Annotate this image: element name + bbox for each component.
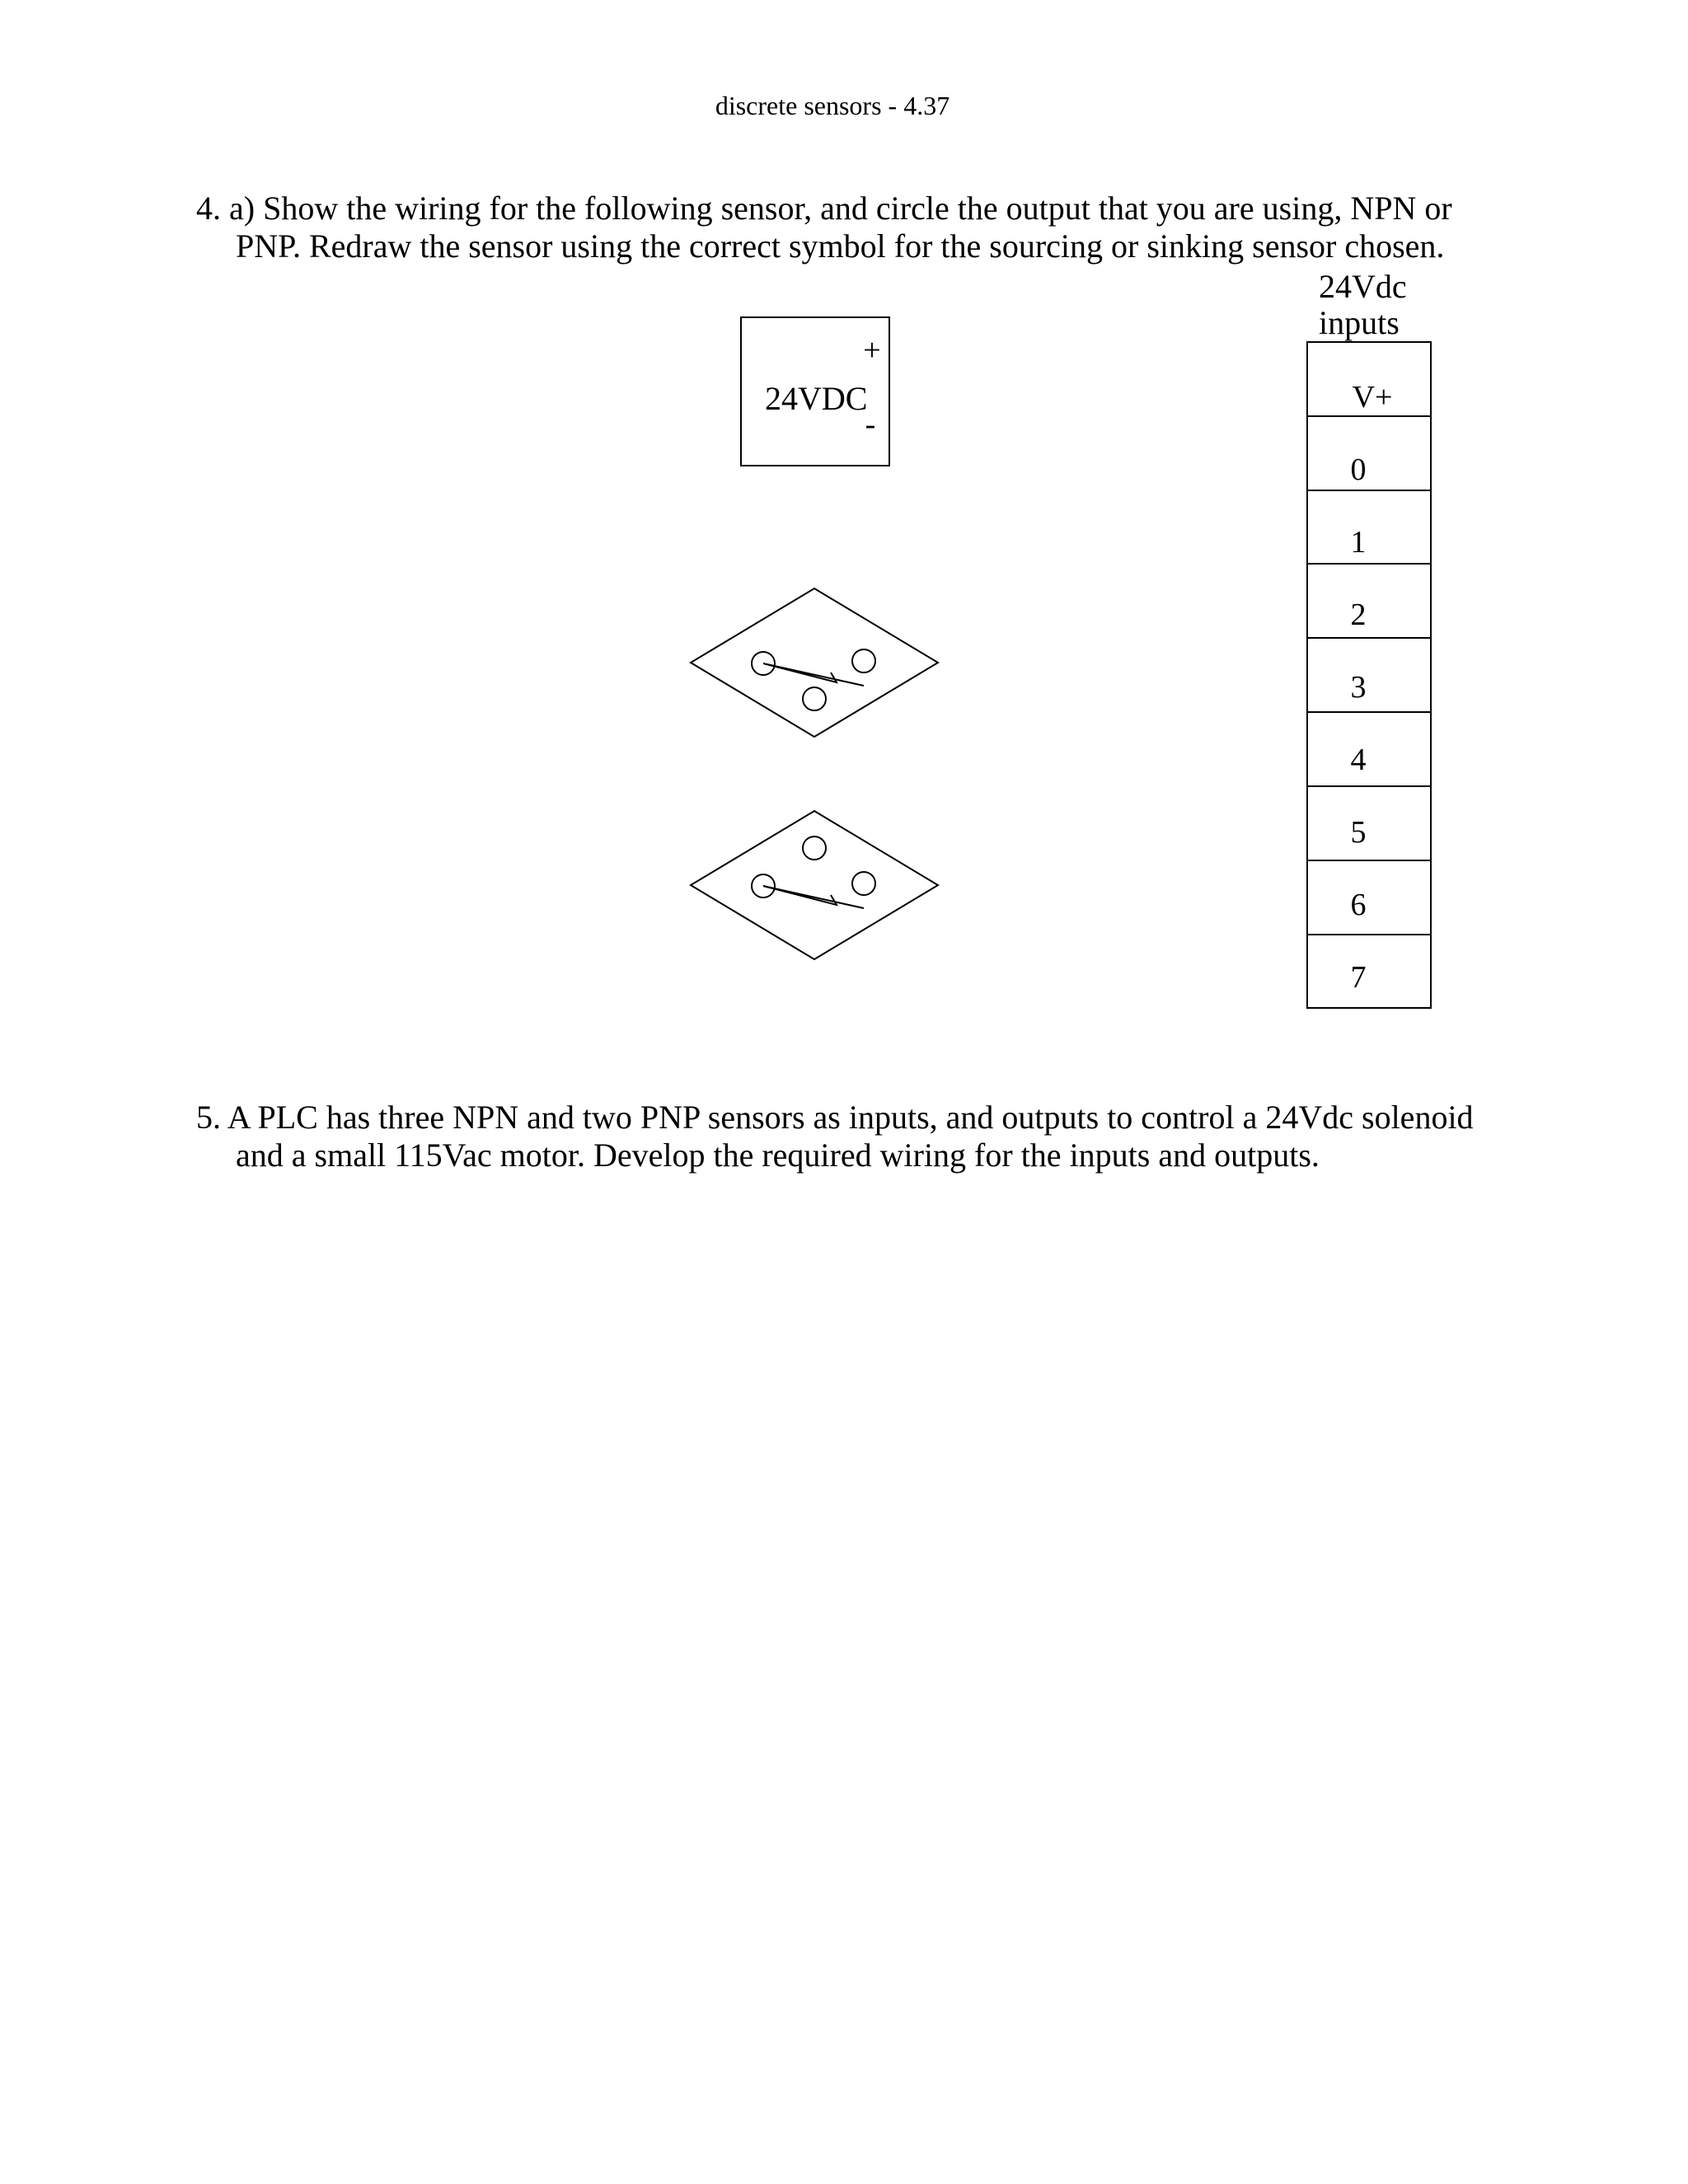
running-title: discrete sensors - 4.37 — [715, 91, 950, 120]
terminal-1: 1 — [1350, 525, 1367, 560]
power-supply-label: 24VDC — [765, 380, 868, 417]
terminal-6: 6 — [1350, 888, 1367, 922]
terminal-0: 0 — [1350, 452, 1367, 487]
question-5 — [196, 1099, 1548, 1174]
input-card-frame — [1307, 342, 1431, 1008]
question-4-line-2: PNP. Redraw the sensor using the correct symbol for the sourcing or sinking sensor chosen. — [236, 227, 1445, 265]
terminal-v-plus: V+ — [1352, 380, 1393, 415]
sensor-switch-arm — [763, 886, 864, 908]
terminal-2: 2 — [1350, 598, 1367, 632]
input-card-title-line-1: 24Vdc — [1319, 268, 1407, 305]
sensor-body — [691, 588, 938, 737]
power-supply-plus-terminal: + — [863, 333, 881, 368]
input-card — [1307, 268, 1431, 1008]
question-5-line-1: 5. A PLC has three NPN and two PNP sensors as inputs, and outputs to control a 24Vdc solenoid — [196, 1099, 1474, 1136]
sensor-upper — [691, 588, 938, 737]
sensor-body — [691, 811, 938, 959]
terminal-3: 3 — [1350, 670, 1367, 705]
wiring-diagram — [0, 0, 1688, 1071]
input-card-title-line-2: inputs — [1319, 304, 1400, 341]
sensor-terminal — [803, 837, 826, 860]
terminal-5: 5 — [1350, 815, 1367, 850]
sensor-terminal — [852, 872, 875, 895]
sensor-switch-arm — [763, 663, 864, 686]
power-supply-minus-terminal: - — [865, 407, 876, 442]
terminal-4: 4 — [1350, 743, 1367, 777]
question-5-line-2: and a small 115Vac motor. Develop the required wiring for the inputs and outputs. — [236, 1137, 1320, 1174]
sensor-terminal — [852, 649, 875, 673]
question-4-line-1: 4. a) Show the wiring for the following sensor, and circle the output that you are using, NPN or — [196, 190, 1452, 227]
terminal-7: 7 — [1350, 960, 1367, 995]
sensor-terminal — [803, 687, 826, 710]
power-supply — [741, 317, 889, 466]
sensor-lower — [691, 811, 938, 959]
